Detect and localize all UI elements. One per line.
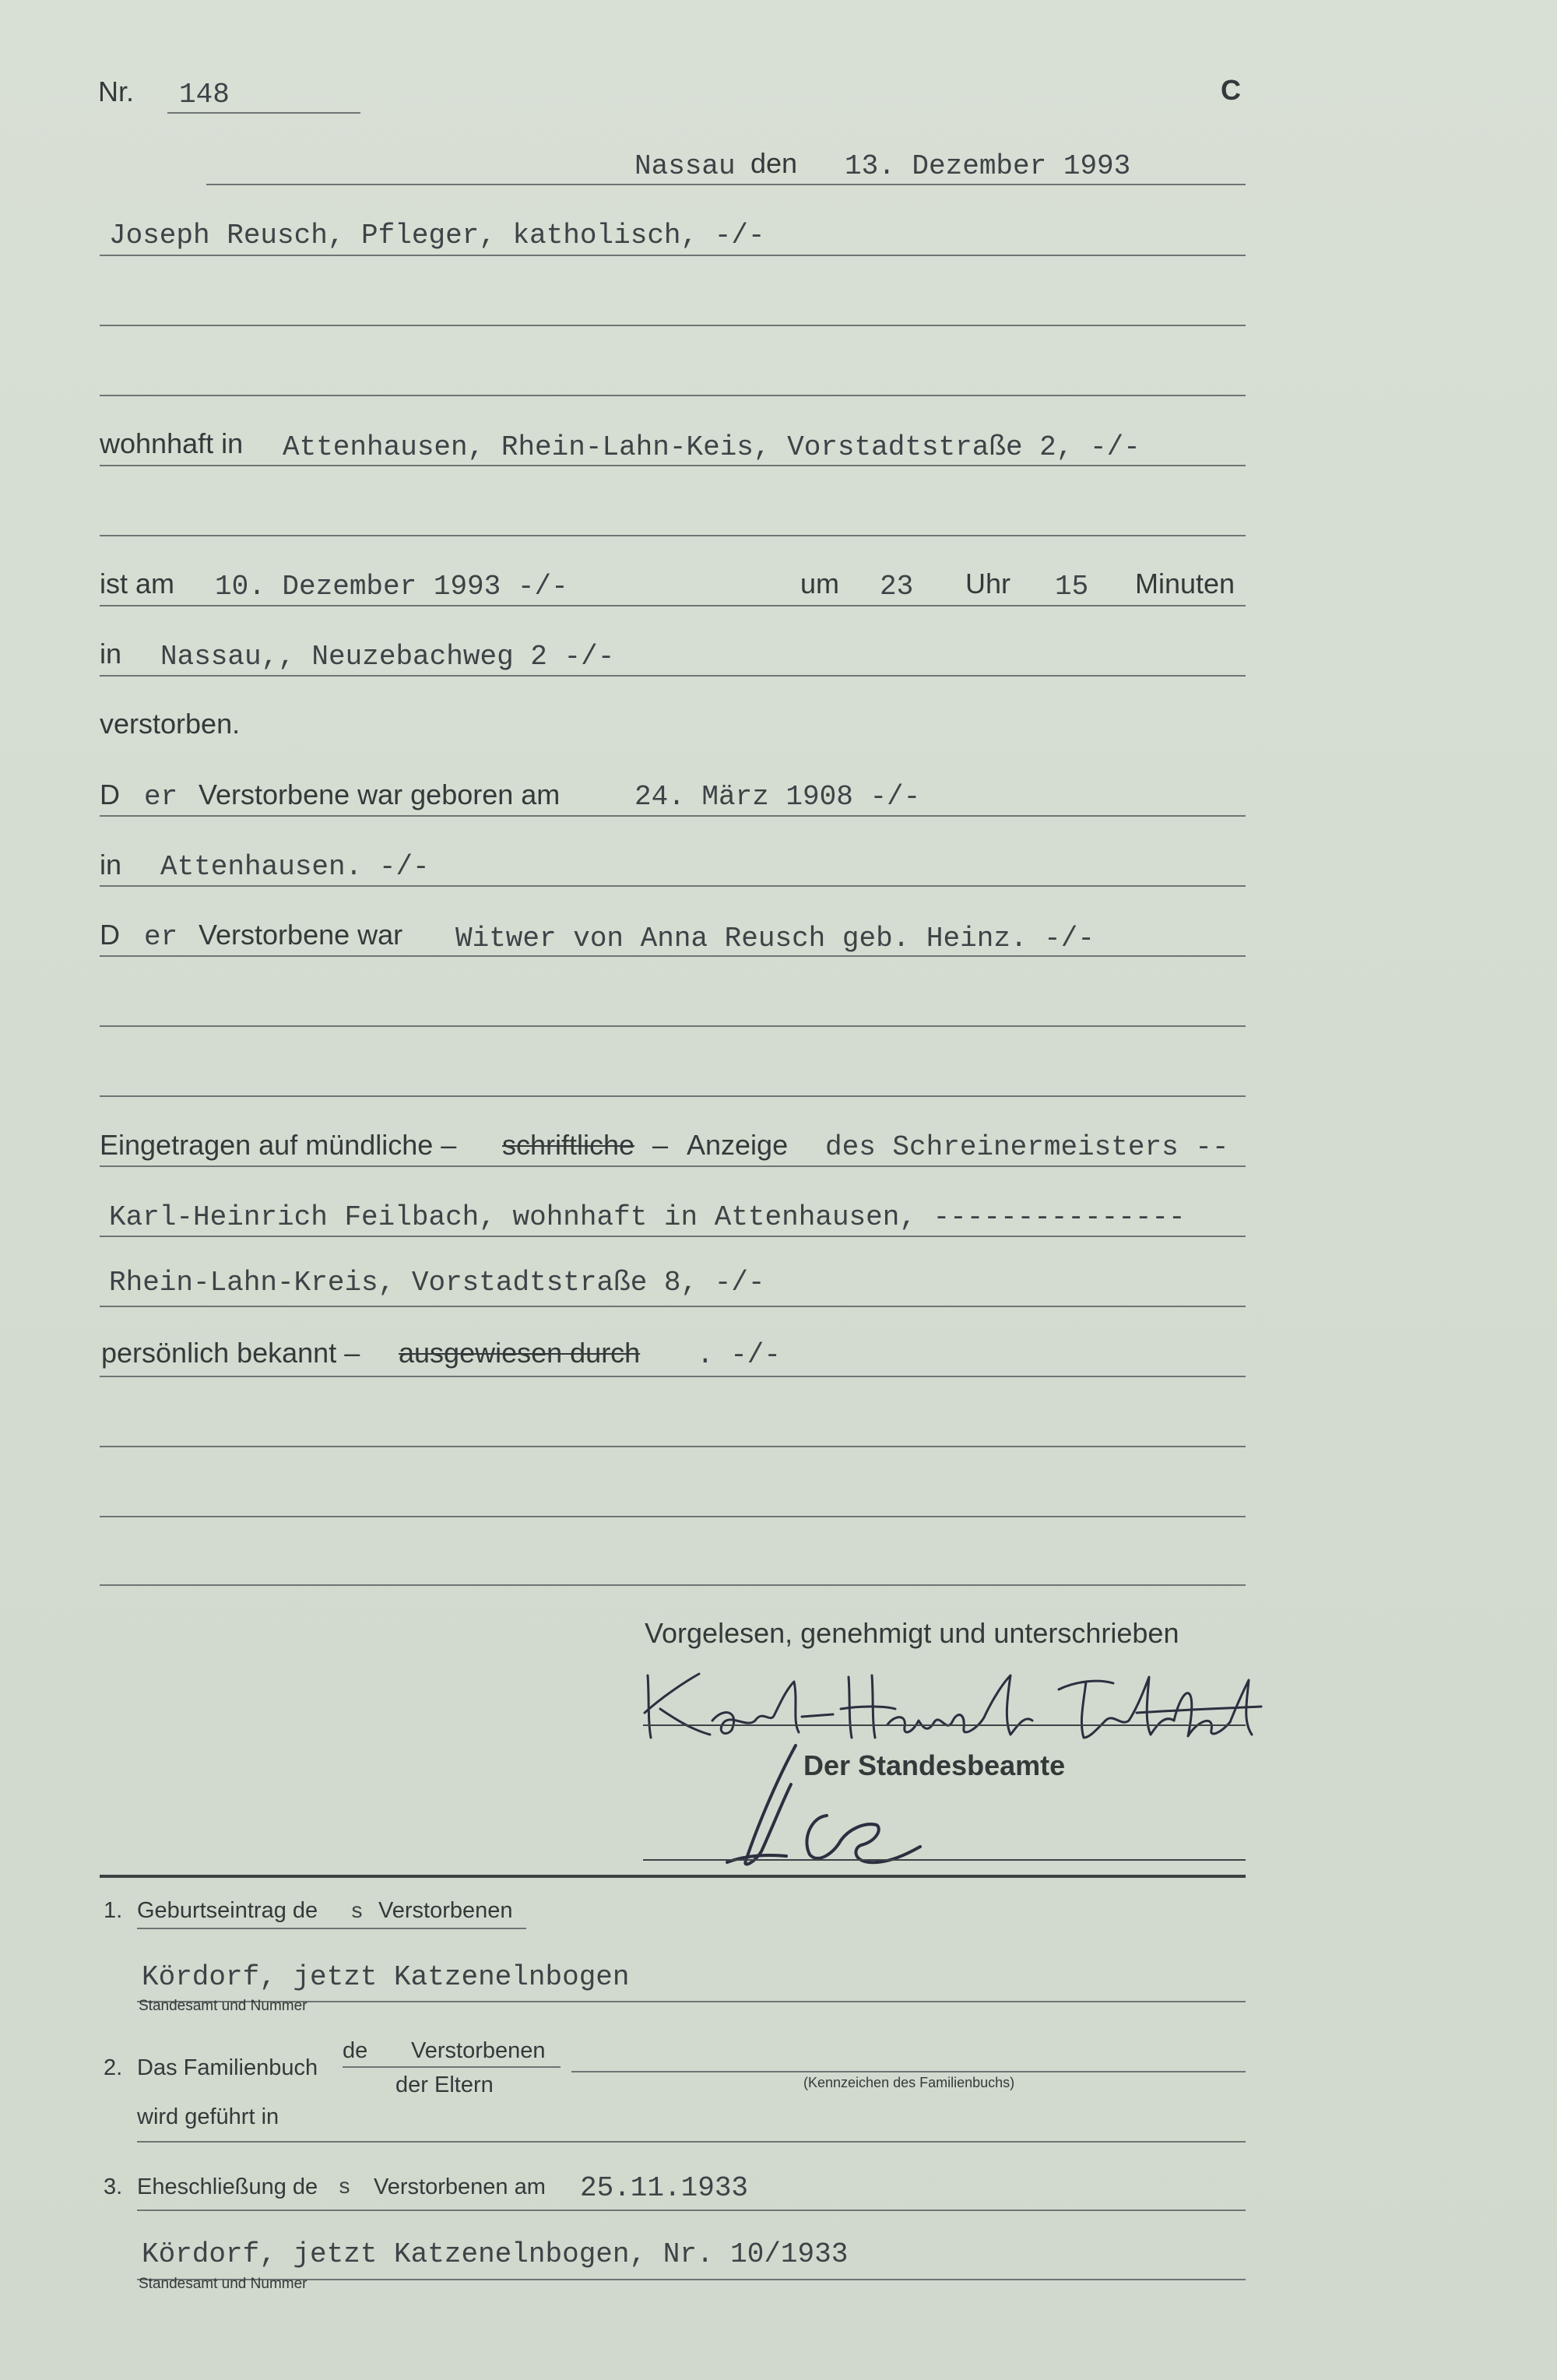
er-fill: er xyxy=(144,781,178,813)
den-label: den xyxy=(750,147,798,179)
note-2-fraction-line xyxy=(343,2066,561,2068)
rule xyxy=(100,1236,1246,1237)
header-date: 13. Dezember 1993 xyxy=(845,150,1131,182)
rule xyxy=(100,255,1246,256)
nr-value: 148 xyxy=(179,79,230,111)
death-minute: 15 xyxy=(1055,571,1089,603)
rule xyxy=(571,2071,1246,2072)
residence-value: Attenhausen, Rhein-Lahn-Keis, Vorstadtstraße 2, -/- xyxy=(283,431,1141,463)
standesamt-label: Standesamt und Nummer xyxy=(139,1998,308,2014)
header-rule xyxy=(206,184,1246,185)
note-3-num: 3. xyxy=(104,2174,123,2199)
note-1-value: Kördorf, jetzt Katzenelnbogen xyxy=(142,1961,630,1993)
note-3-label: Eheschließung de xyxy=(137,2174,318,2199)
eingetragen-label: Eingetragen auf mündliche – xyxy=(100,1129,457,1161)
note-2-de: de xyxy=(343,2038,368,2063)
note-3-label2: Verstorbenen am xyxy=(374,2174,546,2199)
rule xyxy=(137,2209,1246,2211)
geboren-label: Verstorbene war geboren am xyxy=(199,779,561,810)
rule xyxy=(100,605,1246,606)
minuten-label: Minuten xyxy=(1135,568,1235,599)
death-hour: 23 xyxy=(880,571,914,603)
rule xyxy=(100,395,1246,396)
uhr-label: Uhr xyxy=(965,568,1011,599)
anzeige-label: Anzeige xyxy=(687,1129,789,1161)
ist-am-label: ist am xyxy=(100,568,175,599)
signature-rule xyxy=(643,1724,1246,1726)
standesbeamte-label: Der Standesbeamte xyxy=(803,1749,1066,1781)
note-1-underline xyxy=(137,1928,526,1929)
nr-underline xyxy=(167,112,360,114)
rule xyxy=(100,885,1246,887)
rule xyxy=(100,535,1246,536)
rule xyxy=(137,2141,1246,2143)
rule xyxy=(100,1376,1246,1377)
rule xyxy=(100,1446,1246,1447)
rule xyxy=(100,1306,1246,1307)
note-1-label2: Verstorbenen xyxy=(378,1898,513,1923)
wohnhaft-label: wohnhaft in xyxy=(100,427,244,459)
rule xyxy=(100,955,1246,957)
note-3-fill: s xyxy=(338,2176,351,2200)
struck-schriftliche: schriftliche xyxy=(502,1129,635,1161)
section-divider xyxy=(100,1875,1246,1878)
death-place: Nassau,, Neuzebachweg 2 -/- xyxy=(160,641,615,673)
death-date: 10. Dezember 1993 -/- xyxy=(215,571,568,603)
kennzeichen-label: (Kennzeichen des Familienbuchs) xyxy=(803,2075,1015,2090)
rule xyxy=(100,815,1246,817)
rule xyxy=(100,1584,1246,1586)
place-header: Nassau xyxy=(634,150,736,182)
informant-signature xyxy=(638,1666,1261,1744)
um-label: um xyxy=(800,568,840,599)
note-1-fill: s xyxy=(350,1900,364,1925)
informant-line-3: Rhein-Lahn-Kreis, Vorstadtstraße 8, -/- xyxy=(109,1267,765,1299)
in-label: in xyxy=(100,849,122,881)
rule xyxy=(100,1095,1246,1097)
rule xyxy=(100,1165,1246,1167)
rule xyxy=(100,1025,1246,1027)
registrar-signature xyxy=(724,1738,926,1870)
note-1-num: 1. xyxy=(104,1898,123,1923)
marriage-date: 25.11.1933 xyxy=(580,2172,749,2204)
d-label: D xyxy=(100,779,120,810)
nr-label: Nr. xyxy=(98,76,135,107)
note-2-verstorbenen: Verstorbenen xyxy=(411,2038,546,2063)
rule xyxy=(100,465,1246,466)
vorgelesen-text: Vorgelesen, genehmigt und unterschrieben xyxy=(645,1617,1179,1649)
rule xyxy=(100,675,1246,677)
d-label: D xyxy=(100,919,120,951)
birth-date: 24. März 1908 -/- xyxy=(634,781,921,813)
in-label: in xyxy=(100,638,122,670)
note-3-value: Kördorf, jetzt Katzenelnbogen, Nr. 10/1933 xyxy=(142,2238,849,2270)
standesamt-label: Standesamt und Nummer xyxy=(139,2276,308,2292)
rule xyxy=(100,325,1246,326)
informant-line-2: Karl-Heinrich Feilbach, wohnhaft in Attenhausen, --------------- xyxy=(109,1201,1186,1233)
informant-line-1: des Schreinermeisters -- xyxy=(825,1131,1229,1163)
deceased-name: Joseph Reusch, Pfleger, katholisch, -/- xyxy=(109,220,765,251)
note-2-label: Das Familienbuch xyxy=(137,2055,318,2080)
rule xyxy=(100,1516,1246,1517)
note-2-num: 2. xyxy=(104,2055,123,2080)
note-2-gefuehrt: wird geführt in xyxy=(137,2104,279,2129)
note-1-label: Geburtseintrag de xyxy=(137,1898,318,1923)
war-label: Verstorbene war xyxy=(199,919,403,951)
dash-label: – xyxy=(652,1129,669,1161)
note-2-eltern: der Eltern xyxy=(395,2072,494,2097)
birth-place: Attenhausen. -/- xyxy=(160,851,430,883)
form-letter: C xyxy=(1221,74,1241,106)
verstorben-label: verstorben. xyxy=(100,708,241,740)
registrar-rule xyxy=(643,1859,1246,1861)
bekannt-label: persönlich bekannt – xyxy=(101,1337,360,1369)
er-fill: er xyxy=(144,921,178,953)
marital-status: Witwer von Anna Reusch geb. Heinz. -/- xyxy=(455,923,1095,954)
bekannt-value: . -/- xyxy=(697,1339,782,1371)
struck-ausgewiesen: ausgewiesen durch xyxy=(399,1337,641,1369)
